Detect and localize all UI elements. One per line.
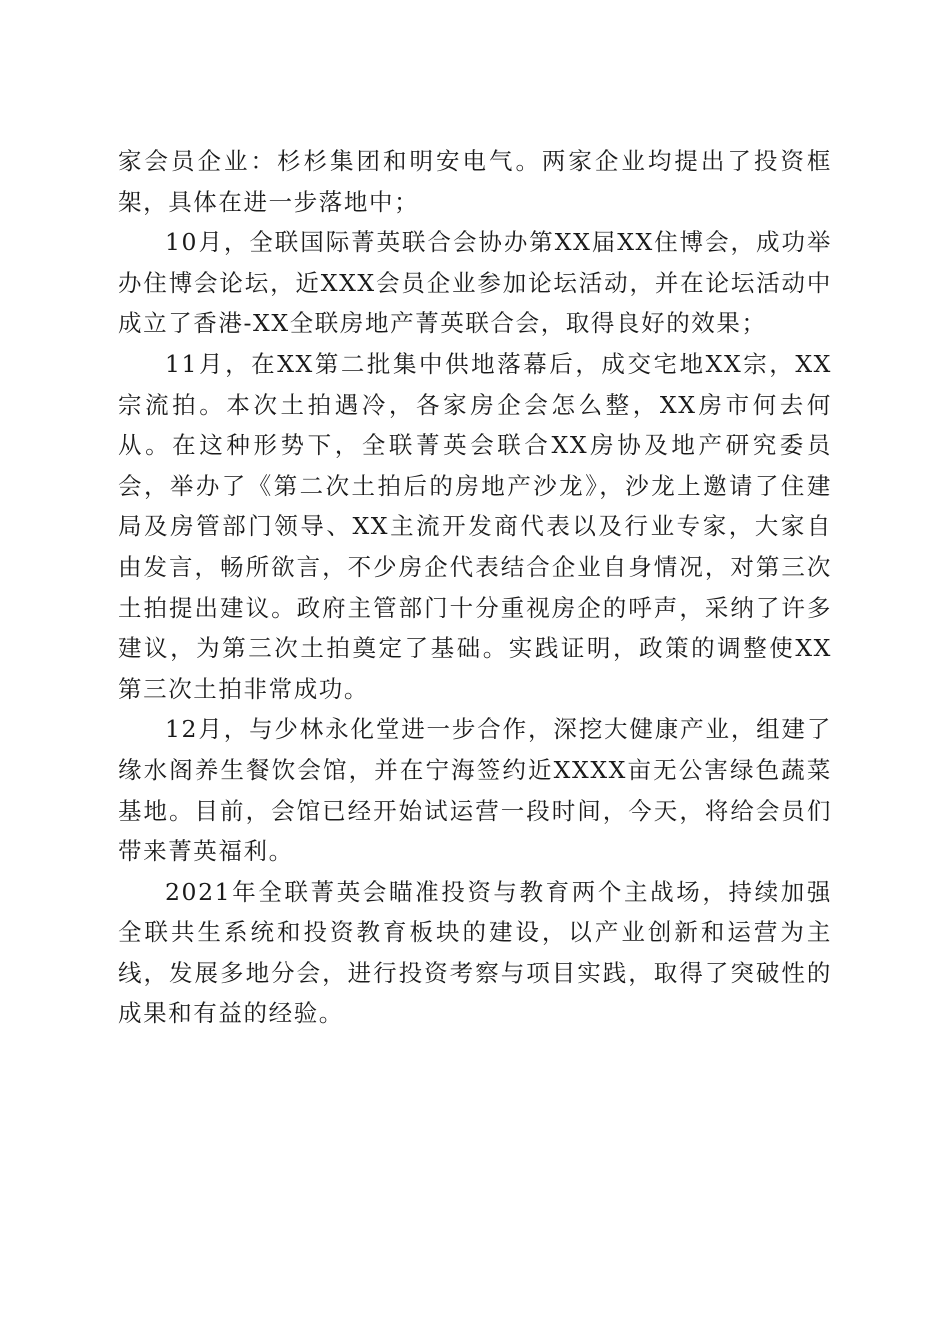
paragraph-december: 12月，与少林永化堂进一步合作，深挖大健康产业，组建了缘水阁养生餐饮会馆，并在宁海签约近XXXX亩无公害绿色蔬菜基地。目前，会馆已经开始试运营一段时间，今天，将给会员们带来菁英福利。 bbox=[118, 715, 832, 866]
paragraph-november: 11月，在XX第二批集中供地落幕后，成交宅地XX宗，XX宗流拍。本次土拍遇冷，各家房企会怎么整，XX房市何去何从。在这种形势下，全联菁英会联合XX房协及地产研究委员会，举办了《第二次土拍后的房地产沙龙》，沙龙上邀请了住建局及房管部门领导、XX主流开发商代表以及行业专家，大家自由发言，畅所欲言，不少房企代表结合企业自身情况，对第三次土拍提出建议。政府主管部门十分重视房企的呼声，采纳了许多建议，为第三次土拍奠定了基础。实践证明，政策的调整使XX第三次土拍非常成功。 bbox=[118, 349, 832, 703]
paragraph-summary-2021: 2021年全联菁英会瞄准投资与教育两个主战场，持续加强全联共生系统和投资教育板块的建设，以产业创新和运营为主线，发展多地分会，进行投资考察与项目实践，取得了突破性的成果和有益的经验。 bbox=[118, 877, 832, 1028]
paragraph-october: 10月，全联国际菁英联合会协办第XX届XX住博会，成功举办住博会论坛，近XXX会员企业参加论坛活动，并在论坛活动中成立了香港-XX全联房地产菁英联合会，取得良好的效果； bbox=[118, 228, 832, 338]
paragraph-continuation: 家会员企业：杉杉集团和明安电气。两家企业均提出了投资框架，具体在进一步落地中； bbox=[118, 147, 832, 216]
document-body bbox=[118, 141, 832, 1034]
